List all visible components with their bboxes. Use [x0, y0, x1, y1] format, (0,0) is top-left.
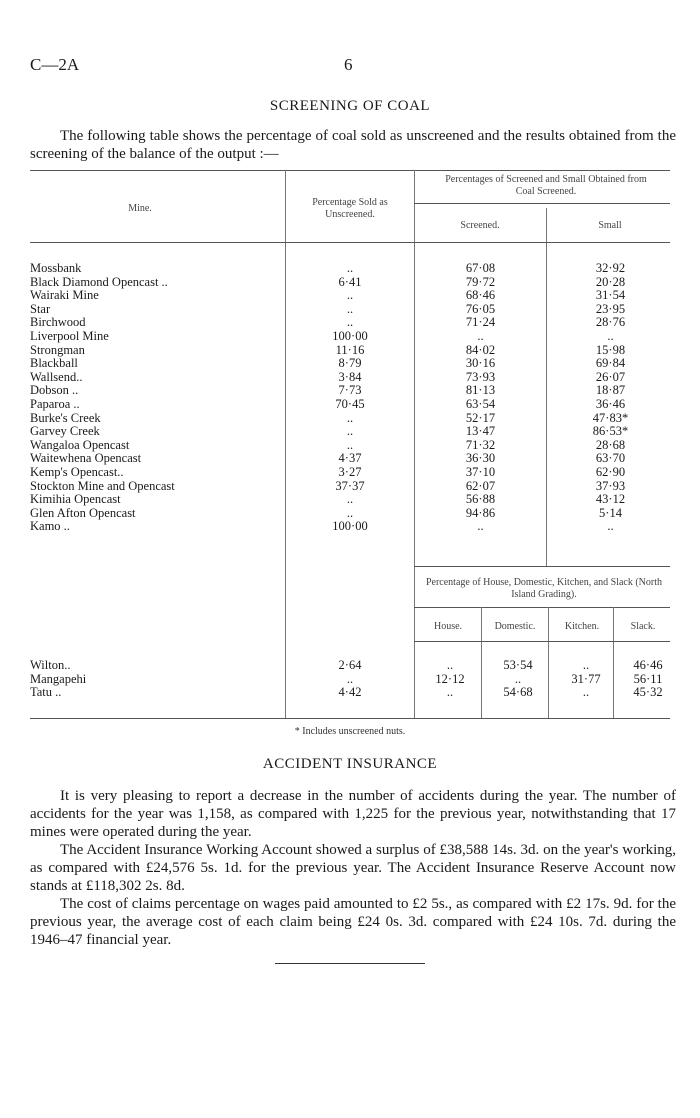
col-unscreened-header: Percentage Sold as Unscreened. — [312, 197, 388, 220]
table-row — [30, 466, 670, 479]
table-row — [30, 276, 670, 289]
unscreened-value: .. — [346, 315, 354, 330]
table-row — [30, 371, 670, 384]
mine-name: Kamo .. — [30, 519, 70, 534]
small-value: 18·87 — [595, 383, 626, 398]
unscreened-value: .. — [346, 288, 354, 303]
small-value: 69·84 — [595, 356, 626, 371]
screened-value: 76·05 — [465, 301, 496, 316]
small-value: 62·90 — [595, 465, 626, 479]
table-bottom-rule — [30, 718, 670, 719]
table-row — [30, 357, 670, 370]
mine-name: Garvey Creek — [30, 424, 100, 439]
mine-name: Wallsend.. — [30, 369, 83, 384]
unscreened-value: 11·16 — [335, 342, 365, 357]
screened-value: 13·47 — [465, 424, 496, 439]
table-top-rule — [30, 170, 670, 171]
table-row — [30, 425, 670, 438]
mine-name: Paparoa .. — [30, 397, 80, 411]
mine-name: Glen Afton Opencast — [30, 505, 136, 520]
table-row — [30, 507, 670, 520]
screened-value: 71·24 — [465, 315, 496, 330]
house-value: .. — [446, 658, 454, 672]
small-value: 23·95 — [595, 301, 626, 316]
table-row — [30, 480, 670, 493]
unscreened-value: .. — [346, 410, 354, 425]
unscreened-value: 7·73 — [338, 383, 362, 398]
mine-name: Kemp's Opencast.. — [30, 465, 124, 479]
small-value: 31·54 — [595, 288, 626, 303]
unscreened-value: .. — [346, 492, 354, 507]
table-row — [30, 384, 670, 397]
page-number: 6 — [344, 55, 353, 74]
north-group-top-rule — [414, 566, 670, 567]
table-row — [30, 316, 670, 329]
unscreened-value: .. — [346, 261, 354, 275]
unscreened-value: 8·79 — [338, 356, 362, 371]
small-value: .. — [607, 519, 614, 534]
col-slack-header: Slack. — [630, 621, 656, 632]
col-small-header: Small — [598, 220, 622, 231]
screened-value: 84·02 — [465, 342, 496, 357]
small-value: .. — [607, 329, 614, 343]
unscreened-value: 6·41 — [338, 274, 362, 289]
table-row — [30, 520, 670, 533]
accident-title: ACCIDENT INSURANCE — [262, 756, 438, 772]
closing-rule — [275, 963, 425, 964]
unscreened-value: .. — [346, 437, 354, 452]
report-code: C—2A — [30, 55, 80, 74]
mine-name: Kimihia Opencast — [30, 492, 121, 507]
table-row — [30, 262, 670, 275]
north-group-header: Percentage of House, Domestic, Kitchen, and Slack (North Island Grading). — [425, 577, 663, 600]
domestic-value: 54·68 — [503, 685, 533, 700]
slack-value: 45·32 — [633, 685, 663, 700]
north-table-row — [30, 659, 670, 672]
house-value: 12·12 — [435, 671, 465, 686]
kitchen-value: .. — [582, 685, 590, 700]
screening-title: SCREENING OF COAL — [269, 98, 431, 114]
col-kitchen-header: Kitchen. — [564, 621, 600, 632]
small-value: 28·76 — [595, 315, 626, 330]
table-header-rule — [30, 242, 670, 243]
slack-value: 46·46 — [633, 658, 663, 672]
small-value: 86·53* — [592, 424, 629, 439]
unscreened-value: .. — [346, 671, 354, 686]
screened-value: 68·46 — [465, 288, 496, 303]
small-value: 63·70 — [595, 451, 626, 466]
unscreened-value: 70·45 — [335, 397, 365, 411]
small-value: 5·14 — [599, 505, 622, 520]
north-table-row — [30, 686, 670, 699]
col-domestic-header: Domestic. — [494, 621, 536, 632]
col-group-screened-header: Percentages of Screened and Small Obtained from Coal Screened. — [445, 174, 647, 197]
mine-name: Birchwood — [30, 315, 86, 330]
screened-value: .. — [477, 519, 484, 534]
slack-value: 56·11 — [633, 671, 663, 686]
col-house-header: House. — [433, 621, 463, 632]
table-row — [30, 493, 670, 506]
table-row — [30, 303, 670, 316]
unscreened-value: 4·37 — [338, 451, 362, 466]
screened-value: 71·32 — [465, 437, 496, 452]
mine-name: Black Diamond Opencast .. — [30, 274, 168, 289]
mine-name: Mossbank — [30, 261, 82, 275]
small-value: 47·83* — [592, 410, 629, 425]
unscreened-value: 100·00 — [332, 519, 368, 534]
screened-value: .. — [477, 329, 484, 343]
mine-name: Mangapehi — [30, 671, 87, 686]
screened-value: 73·93 — [465, 369, 496, 384]
mine-name: Tatu .. — [30, 685, 62, 700]
screened-value: 30·16 — [465, 356, 496, 371]
kitchen-value: 31·77 — [571, 671, 601, 686]
screened-value: 56·88 — [465, 492, 496, 507]
domestic-value: .. — [514, 671, 522, 686]
screened-value: 81·13 — [465, 383, 496, 398]
table-row — [30, 452, 670, 465]
small-value: 32·92 — [595, 261, 626, 275]
mine-name: Waitewhena Opencast — [30, 451, 142, 466]
screened-value: 67·08 — [465, 261, 496, 275]
table-group-rule — [414, 203, 670, 204]
mine-name: Burke's Creek — [30, 410, 101, 425]
screened-value: 37·10 — [465, 465, 496, 479]
table-row — [30, 330, 670, 343]
table-row — [30, 344, 670, 357]
unscreened-value: 4·42 — [338, 685, 362, 700]
unscreened-value: .. — [346, 301, 354, 316]
table-row — [30, 289, 670, 302]
col-mine-header: Mine. — [128, 203, 152, 214]
mine-name: Star — [30, 301, 51, 316]
small-value: 37·93 — [595, 478, 626, 493]
screened-value: 63·54 — [465, 397, 496, 411]
north-group-rule — [414, 607, 670, 608]
accident-paragraph-2: The Accident Insurance Working Account showed a surplus of £38,588 14s. 3d. on the year's working, as compared with £24,576 5s. 1d. for the previous year. The Accident Insurance Reserve Account now stands at £118,302 2s. 8d. — [30, 842, 676, 894]
domestic-value: 53·54 — [503, 658, 533, 672]
screened-value: 36·30 — [465, 451, 496, 466]
mine-name: Dobson .. — [30, 383, 79, 398]
north-header-rule — [414, 641, 670, 642]
mine-name: Blackball — [30, 356, 78, 371]
kitchen-value: .. — [582, 658, 590, 672]
unscreened-value: 3·84 — [338, 369, 362, 384]
mine-name: Wairaki Mine — [30, 288, 99, 303]
small-value: 15·98 — [595, 342, 626, 357]
house-value: .. — [446, 685, 454, 700]
table-footnote: * Includes unscreened nuts. — [294, 726, 406, 737]
screened-value: 52·17 — [465, 410, 496, 425]
small-value: 36·46 — [595, 397, 626, 411]
screened-value: 79·72 — [465, 274, 496, 289]
mine-name: Wangaloa Opencast — [30, 437, 130, 452]
mine-name: Wilton.. — [30, 658, 71, 672]
small-value: 20·28 — [595, 274, 626, 289]
unscreened-value: 37·37 — [335, 478, 365, 493]
small-value: 26·07 — [595, 369, 626, 384]
mine-name: Liverpool Mine — [30, 329, 109, 343]
mine-name: Strongman — [30, 342, 85, 357]
screening-intro: The following table shows the percentage of coal sold as unscreened and the results obtained from the screening of the balance of the output :— — [30, 128, 676, 162]
table-row — [30, 398, 670, 411]
screened-value: 62·07 — [465, 478, 496, 493]
table-row — [30, 412, 670, 425]
col-screened-header: Screened. — [460, 220, 500, 231]
accident-paragraph-1: It is very pleasing to report a decrease in the number of accidents during the year. The number of accidents for the year was 1,158, as compared with 1,225 for the previous year, notwithstanding that 17 mines were operated during the year. — [30, 788, 676, 840]
table-row — [30, 439, 670, 452]
north-table-row — [30, 673, 670, 686]
unscreened-value: 3·27 — [338, 465, 362, 479]
unscreened-value: 2·64 — [338, 658, 362, 672]
mine-name: Stockton Mine and Opencast — [30, 478, 175, 493]
unscreened-value: .. — [346, 505, 354, 520]
accident-paragraph-3: The cost of claims percentage on wages paid amounted to £2 5s., as compared with £2 17s. 9d. for the previous year, the average cost of each claim being £24 0s. 3d. compared with £24 10s. 7d. during the 1946–47 financial year. — [30, 896, 676, 948]
unscreened-value: 100·00 — [332, 329, 368, 343]
screened-value: 94·86 — [465, 505, 496, 520]
small-value: 43·12 — [595, 492, 626, 507]
unscreened-value: .. — [346, 424, 354, 439]
small-value: 28·68 — [595, 437, 626, 452]
